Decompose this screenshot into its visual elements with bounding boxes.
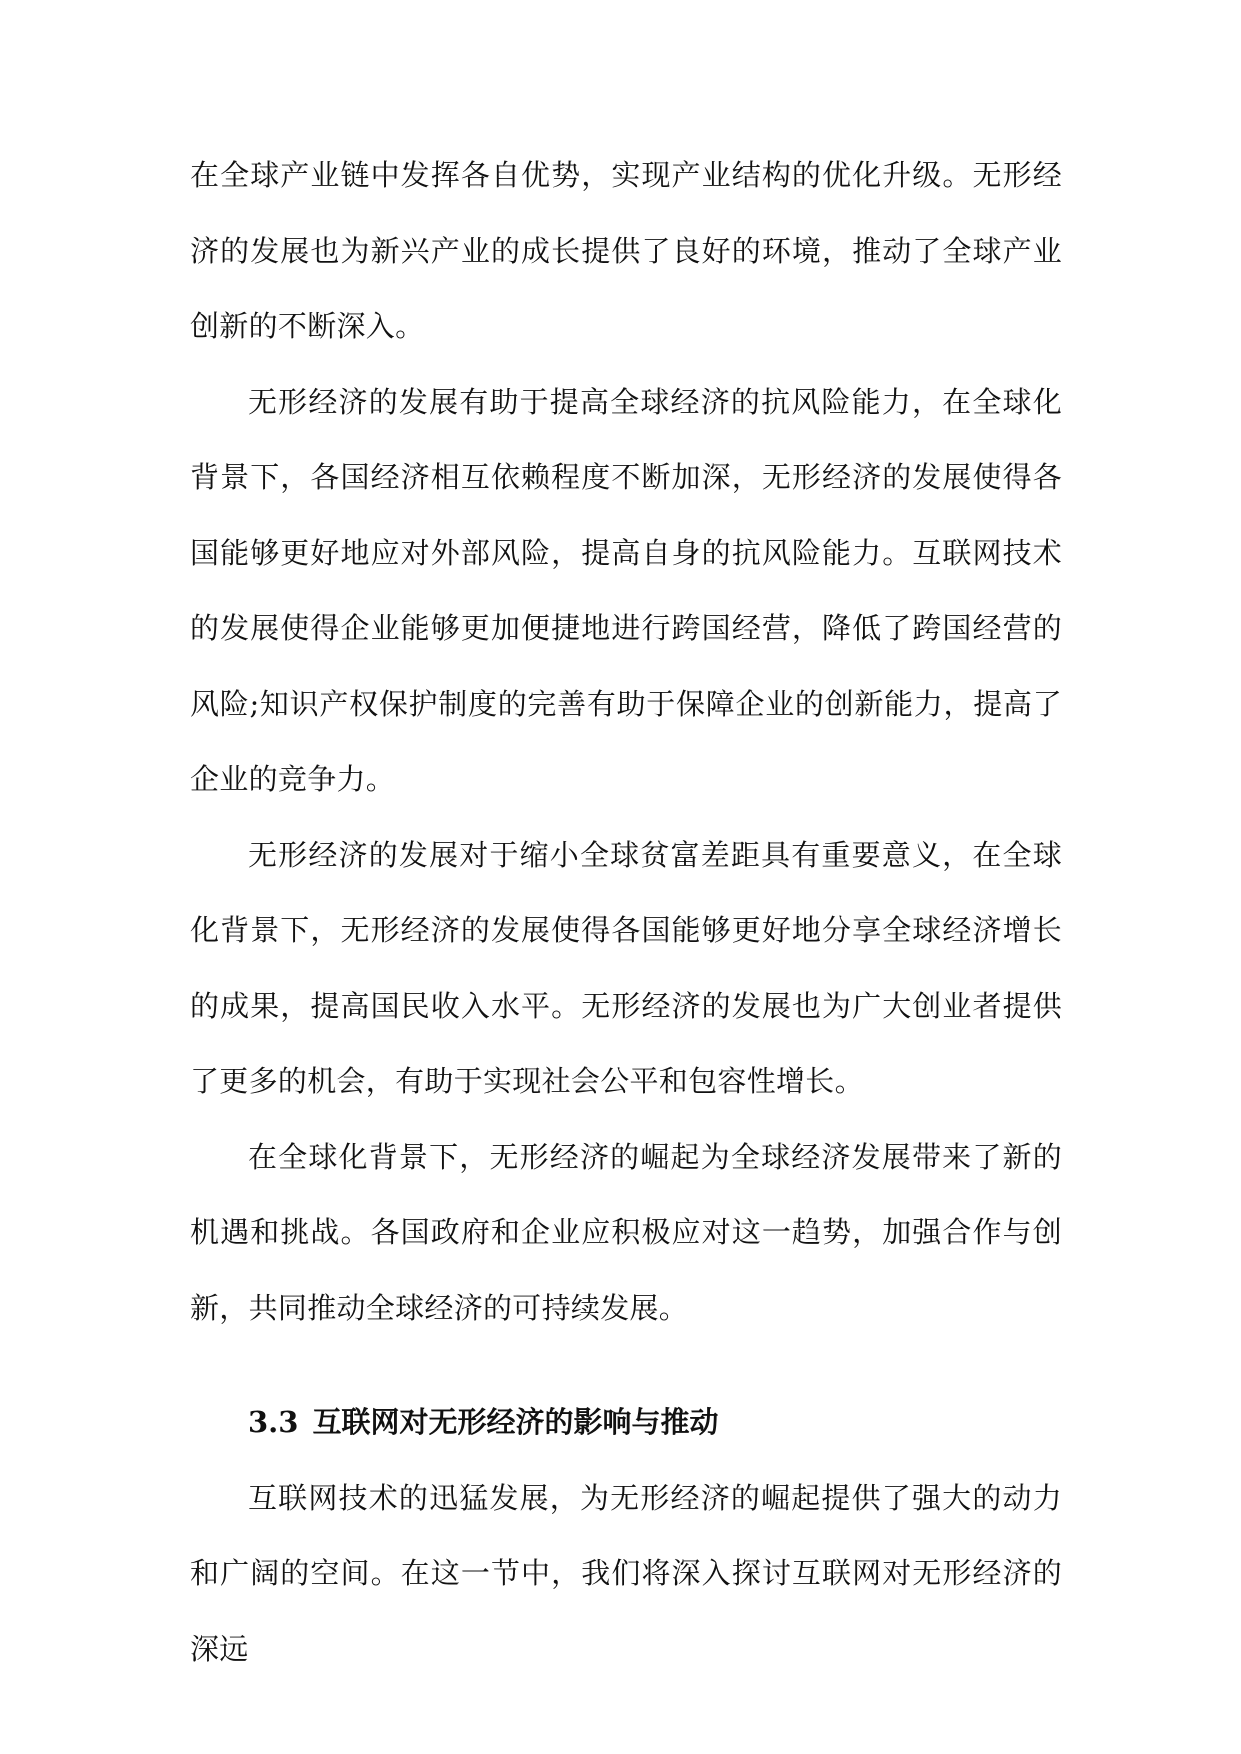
paragraph-wealth-gap: 无形经济的发展对于缩小全球贫富差距具有重要意义，在全球化背景下，无形经济的发展使得各国能够更好地分享全球经济增长的成果，提高国民收入水平。无形经济的发展也为广大创业者提供了更多的机会，有助于实现社会公平和包容性增长。 <box>190 837 1062 1098</box>
paragraph-continuation: 在全球产业链中发挥各自优势，实现产业结构的优化升级。无形经济的发展也为新兴产业的成长提供了良好的环境，推动了全球产业创新的不断深入。 <box>190 158 1062 343</box>
section-title: 互联网对无形经济的影响与推动 <box>312 1405 719 1439</box>
body-text <box>190 138 1062 1687</box>
paragraph-risk-resilience: 无形经济的发展有助于提高全球经济的抗风险能力，在全球化背景下，各国经济相互依赖程度不断加深，无形经济的发展使得各国能够更好地应对外部风险，提高自身的抗风险能力。互联网技术的发展使得企业能够更加便捷地进行跨国经营，降低了跨国经营的风险;知识产权保护制度的完善有助于保障企业的创新能力，提高了企业的竞争力。 <box>190 384 1062 796</box>
section-number: 3.3 <box>248 1405 299 1439</box>
paragraph-conclusion: 在全球化背景下，无形经济的崛起为全球经济发展带来了新的机遇和挑战。各国政府和企业应积极应对这一趋势，加强合作与创新，共同推动全球经济的可持续发展。 <box>190 1139 1062 1325</box>
section-heading <box>190 1346 1062 1461</box>
paragraph-section-intro: 互联网技术的迅猛发展，为无形经济的崛起提供了强大的动力和广阔的空间。在这一节中，我们将深入探讨互联网对无形经济的深远 <box>190 1480 1062 1666</box>
